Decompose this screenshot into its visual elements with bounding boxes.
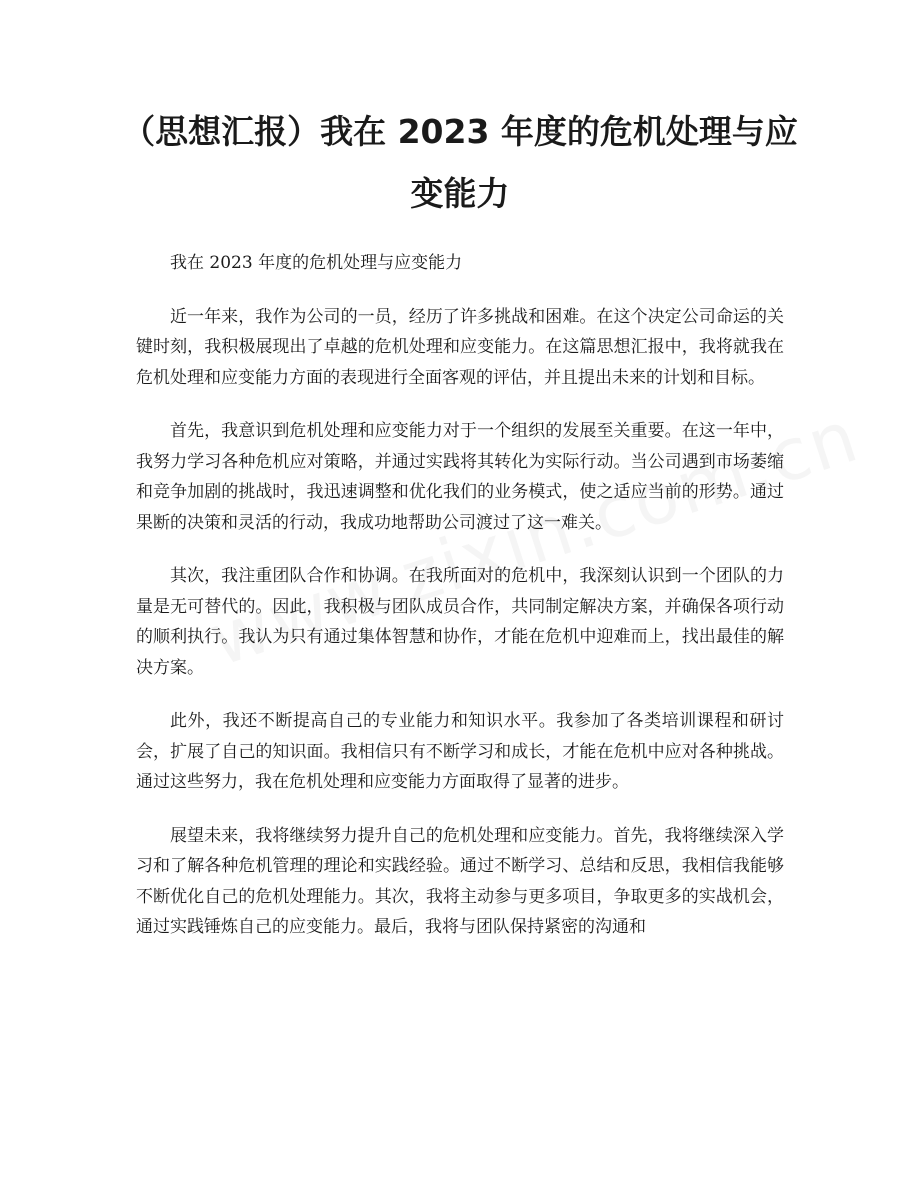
body-paragraph: 展望未来，我将继续努力提升自己的危机处理和应变能力。首先，我将继续深入学习和了解各种危机管理的理论和实践经验。通过不断学习、总结和反思，我相信我能够不断优化自己的危机处理能力。其次，我将主动参与更多项目，争取更多的实战机会，通过实践锤炼自己的应变能力。最后，我将与团队保持紧密的沟通和 <box>136 825 784 937</box>
body-paragraph: 此外，我还不断提高自己的专业能力和知识水平。我参加了各类培训课程和研讨会，扩展了自己的知识面。我相信只有不断学习和成长，才能在危机中应对各种挑战。通过这些努力，我在危机处理和应变能力方面取得了显著的进步。 <box>136 711 784 792</box>
body-paragraph: 首先，我意识到危机处理和应变能力对于一个组织的发展至关重要。在这一年中，我努力学习各种危机应对策略，并通过实践将其转化为实际行动。当公司遇到市场萎缩和竞争加剧的挑战时，我迅速调整和优化我们的业务模式，使之适应当前的形势。通过果断的决策和灵活的行动，我成功地帮助公司渡过了这一难关。 <box>136 421 784 533</box>
subtitle-paragraph: 我在 2023 年度的危机处理与应变能力 <box>170 253 463 273</box>
body-paragraph: 近一年来，我作为公司的一员，经历了许多挑战和困难。在这个决定公司命运的关键时刻，我积极展现出了卓越的危机处理和应变能力。在这篇思想汇报中，我将就我在危机处理和应变能力方面的表现进行全面客观的评估，并且提出未来的计划和目标。 <box>136 306 784 388</box>
document-title: （思想汇报）我在 2023 年度的危机处理与应变能力 <box>122 112 798 213</box>
body-paragraph: 其次，我注重团队合作和协调。在我所面对的危机中，我深刻认识到一个团队的力量是无可替代的。因此，我积极与团队成员合作，共同制定解决方案，并确保各项行动的顺利执行。我认为只有通过集体智慧和协作，才能在危机中迎难而上，找出最佳的解决方案。 <box>136 566 784 678</box>
document-body <box>136 248 784 966</box>
